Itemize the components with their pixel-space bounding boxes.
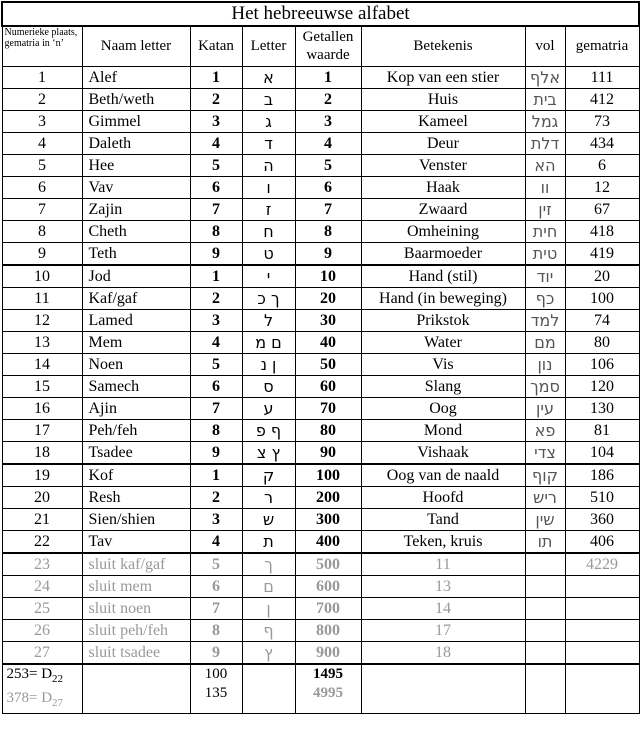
cell-gematria: 120: [565, 375, 639, 397]
cell-value: 4: [295, 132, 361, 154]
table-row: [2, 375, 639, 397]
cell-gematria: 81: [565, 419, 639, 441]
table-row: [2, 265, 639, 288]
cell-katan: 8: [190, 220, 242, 242]
cell-meaning: Oog van de naald: [361, 464, 525, 487]
cell-meaning: Haak: [361, 176, 525, 198]
cell-katan: 9: [190, 641, 242, 664]
cell-n: 24: [2, 575, 82, 597]
table-row: [2, 220, 639, 242]
cell-gematria: [565, 619, 639, 641]
cell-n: 19: [2, 464, 82, 487]
cell-full: הא: [525, 154, 565, 176]
cell-name: Tav: [82, 530, 190, 553]
cell-full: מם: [525, 331, 565, 353]
cell-value: 50: [295, 353, 361, 375]
cell-n: 3: [2, 110, 82, 132]
cell-name: Jod: [82, 265, 190, 288]
cell-name: Hee: [82, 154, 190, 176]
cell-katan: 2: [190, 287, 242, 309]
cell-full: [525, 619, 565, 641]
cell-katan: 4: [190, 530, 242, 553]
header-name: Naam letter: [82, 26, 190, 66]
cell-n: 1: [2, 66, 82, 88]
table-row: [2, 66, 639, 88]
summary-name: [82, 664, 190, 714]
cell-n: 26: [2, 619, 82, 641]
cell-n: 20: [2, 486, 82, 508]
cell-value: 3: [295, 110, 361, 132]
cell-letter: ך כ: [242, 287, 295, 309]
cell-value: 700: [295, 597, 361, 619]
cell-value: 80: [295, 419, 361, 441]
cell-meaning: Kop van een stier: [361, 66, 525, 88]
cell-name: Alef: [82, 66, 190, 88]
cell-katan: 7: [190, 397, 242, 419]
cell-letter: ץ: [242, 641, 295, 664]
cell-meaning: Tand: [361, 508, 525, 530]
cell-gematria: 67: [565, 198, 639, 220]
cell-value: 2: [295, 88, 361, 110]
cell-value: 90: [295, 441, 361, 464]
cell-meaning: 17: [361, 619, 525, 641]
cell-value: 8: [295, 220, 361, 242]
cell-katan: 3: [190, 110, 242, 132]
cell-value: 500: [295, 553, 361, 576]
cell-full: סמך: [525, 375, 565, 397]
cell-letter: ר: [242, 486, 295, 508]
cell-full: צדי: [525, 441, 565, 464]
cell-name: Mem: [82, 331, 190, 353]
cell-value: 400: [295, 530, 361, 553]
table-row: [2, 198, 639, 220]
cell-katan: 6: [190, 575, 242, 597]
cell-value: 200: [295, 486, 361, 508]
cell-value: 100: [295, 464, 361, 487]
cell-letter: ן: [242, 597, 295, 619]
cell-full: טית: [525, 242, 565, 265]
cell-full: קוף: [525, 464, 565, 487]
alphabet-table: [1, 1, 640, 714]
cell-gematria: 12: [565, 176, 639, 198]
cell-meaning: Omheining: [361, 220, 525, 242]
cell-name: sluit mem: [82, 575, 190, 597]
cell-value: 5: [295, 154, 361, 176]
cell-n: 25: [2, 597, 82, 619]
summary-value: 1495 4995: [295, 664, 361, 714]
header-value: Getallen waarde: [295, 26, 361, 66]
cell-name: Samech: [82, 375, 190, 397]
header-meaning: Betekenis: [361, 26, 525, 66]
cell-katan: 4: [190, 331, 242, 353]
cell-gematria: 80: [565, 331, 639, 353]
cell-katan: 6: [190, 176, 242, 198]
cell-letter: ו: [242, 176, 295, 198]
cell-full: [525, 575, 565, 597]
cell-gematria: 130: [565, 397, 639, 419]
cell-meaning: Venster: [361, 154, 525, 176]
cell-katan: 8: [190, 419, 242, 441]
cell-full: נון: [525, 353, 565, 375]
cell-meaning: Prikstok: [361, 309, 525, 331]
cell-name: sluit tsadee: [82, 641, 190, 664]
cell-meaning: 13: [361, 575, 525, 597]
cell-katan: 2: [190, 486, 242, 508]
cell-meaning: Huis: [361, 88, 525, 110]
cell-n: 10: [2, 265, 82, 288]
summary-label: $253= D_{22}$ $378= D_{27}$: [2, 664, 82, 714]
table-row: [2, 242, 639, 265]
cell-value: 600: [295, 575, 361, 597]
table-row: [2, 530, 639, 553]
cell-full: פא: [525, 419, 565, 441]
cell-n: 15: [2, 375, 82, 397]
cell-letter: ח: [242, 220, 295, 242]
cell-katan: 9: [190, 441, 242, 464]
table-row: [2, 619, 639, 641]
cell-gematria: 73: [565, 110, 639, 132]
cell-value: 60: [295, 375, 361, 397]
cell-letter: ה: [242, 154, 295, 176]
table-row: [2, 331, 639, 353]
cell-gematria: 434: [565, 132, 639, 154]
cell-gematria: 111: [565, 66, 639, 88]
cell-value: 7: [295, 198, 361, 220]
cell-name: Vav: [82, 176, 190, 198]
cell-name: Beth/weth: [82, 88, 190, 110]
cell-gematria: 100: [565, 287, 639, 309]
cell-name: Sien/shien: [82, 508, 190, 530]
cell-full: תו: [525, 530, 565, 553]
summary-meaning: [361, 664, 525, 714]
cell-meaning: Zwaard: [361, 198, 525, 220]
cell-meaning: Oog: [361, 397, 525, 419]
cell-letter: א: [242, 66, 295, 88]
cell-value: 900: [295, 641, 361, 664]
cell-value: 20: [295, 287, 361, 309]
cell-katan: 7: [190, 597, 242, 619]
table-row: [2, 88, 639, 110]
table-row: [2, 110, 639, 132]
cell-value: 800: [295, 619, 361, 641]
cell-letter: ק: [242, 464, 295, 487]
cell-gematria: 510: [565, 486, 639, 508]
cell-full: גמל: [525, 110, 565, 132]
cell-meaning: Kameel: [361, 110, 525, 132]
cell-katan: 1: [190, 265, 242, 288]
cell-katan: 3: [190, 508, 242, 530]
cell-n: 7: [2, 198, 82, 220]
cell-meaning: 18: [361, 641, 525, 664]
cell-meaning: Teken, kruis: [361, 530, 525, 553]
cell-name: Peh/feh: [82, 419, 190, 441]
cell-gematria: 360: [565, 508, 639, 530]
cell-katan: 9: [190, 242, 242, 265]
cell-meaning: Water: [361, 331, 525, 353]
cell-letter: ט: [242, 242, 295, 265]
cell-full: אלף: [525, 66, 565, 88]
cell-katan: 6: [190, 375, 242, 397]
cell-full: בית: [525, 88, 565, 110]
cell-gematria: 419: [565, 242, 639, 265]
cell-katan: 1: [190, 66, 242, 88]
cell-value: 1: [295, 66, 361, 88]
table-title: Het hebreeuwse alfabet: [2, 2, 639, 26]
cell-name: Tsadee: [82, 441, 190, 464]
cell-letter: ך: [242, 553, 295, 576]
cell-name: sluit peh/feh: [82, 619, 190, 641]
cell-katan: 4: [190, 132, 242, 154]
table-row: [2, 486, 639, 508]
cell-value: 70: [295, 397, 361, 419]
cell-full: [525, 597, 565, 619]
cell-n: 2: [2, 88, 82, 110]
table-row: [2, 154, 639, 176]
cell-n: 8: [2, 220, 82, 242]
cell-meaning: Hand (in beweging): [361, 287, 525, 309]
cell-full: דלת: [525, 132, 565, 154]
cell-letter: ג: [242, 110, 295, 132]
cell-letter: ס: [242, 375, 295, 397]
cell-letter: ב: [242, 88, 295, 110]
cell-letter: ד: [242, 132, 295, 154]
table-row: [2, 575, 639, 597]
cell-meaning: Hoofd: [361, 486, 525, 508]
cell-letter: ם מ: [242, 331, 295, 353]
cell-full: [525, 553, 565, 576]
cell-letter: ל: [242, 309, 295, 331]
cell-katan: 5: [190, 154, 242, 176]
table-row: [2, 132, 639, 154]
cell-gematria: 6: [565, 154, 639, 176]
cell-full: כף: [525, 287, 565, 309]
cell-full: למד: [525, 309, 565, 331]
table-row: [2, 309, 639, 331]
cell-n: 11: [2, 287, 82, 309]
cell-n: 18: [2, 441, 82, 464]
summary-katan: 100 135: [190, 664, 242, 714]
summary-full: [525, 664, 565, 714]
summary-gematria: [565, 664, 639, 714]
cell-n: 16: [2, 397, 82, 419]
cell-name: Noen: [82, 353, 190, 375]
cell-full: שין: [525, 508, 565, 530]
cell-letter: ע: [242, 397, 295, 419]
cell-name: Gimmel: [82, 110, 190, 132]
cell-meaning: Vishaak: [361, 441, 525, 464]
cell-gematria: 20: [565, 265, 639, 288]
cell-meaning: Deur: [361, 132, 525, 154]
table-row: [2, 553, 639, 576]
cell-meaning: Slang: [361, 375, 525, 397]
cell-full: ריש: [525, 486, 565, 508]
cell-name: sluit kaf/gaf: [82, 553, 190, 576]
cell-meaning: Hand (stil): [361, 265, 525, 288]
header-letter: Letter: [242, 26, 295, 66]
cell-letter: ם: [242, 575, 295, 597]
table-row: [2, 397, 639, 419]
table-row: [2, 353, 639, 375]
cell-gematria: 406: [565, 530, 639, 553]
cell-meaning: 14: [361, 597, 525, 619]
table-row: [2, 176, 639, 198]
cell-katan: 1: [190, 464, 242, 487]
table-row: [2, 464, 639, 487]
cell-letter: ץ צ: [242, 441, 295, 464]
cell-full: זין: [525, 198, 565, 220]
cell-gematria: 74: [565, 309, 639, 331]
cell-name: Kaf/gaf: [82, 287, 190, 309]
cell-value: 30: [295, 309, 361, 331]
cell-gematria: 4229: [565, 553, 639, 576]
cell-name: Lamed: [82, 309, 190, 331]
cell-n: 12: [2, 309, 82, 331]
table-row: [2, 508, 639, 530]
cell-katan: 3: [190, 309, 242, 331]
cell-name: Daleth: [82, 132, 190, 154]
cell-meaning: Mond: [361, 419, 525, 441]
cell-name: sluit noen: [82, 597, 190, 619]
cell-value: 9: [295, 242, 361, 265]
cell-gematria: 104: [565, 441, 639, 464]
table-row: [2, 419, 639, 441]
cell-letter: ש: [242, 508, 295, 530]
cell-letter: י: [242, 265, 295, 288]
cell-name: Teth: [82, 242, 190, 265]
cell-n: 4: [2, 132, 82, 154]
cell-gematria: 412: [565, 88, 639, 110]
cell-meaning: Vis: [361, 353, 525, 375]
cell-letter: ף: [242, 619, 295, 641]
cell-full: [525, 641, 565, 664]
table-row: [2, 287, 639, 309]
cell-gematria: [565, 597, 639, 619]
cell-meaning: Baarmoeder: [361, 242, 525, 265]
cell-katan: 5: [190, 553, 242, 576]
cell-full: יוד: [525, 265, 565, 288]
cell-letter: ז: [242, 198, 295, 220]
cell-full: וו: [525, 176, 565, 198]
cell-n: 23: [2, 553, 82, 576]
summary-letter: [242, 664, 295, 714]
cell-value: 300: [295, 508, 361, 530]
cell-name: Zajin: [82, 198, 190, 220]
cell-value: 40: [295, 331, 361, 353]
cell-n: 13: [2, 331, 82, 353]
cell-gematria: [565, 575, 639, 597]
header-full: vol: [525, 26, 565, 66]
cell-gematria: 418: [565, 220, 639, 242]
cell-katan: 8: [190, 619, 242, 641]
cell-n: 21: [2, 508, 82, 530]
header-position: Numerieke plaats, gematria in ‘n’: [2, 26, 82, 66]
cell-katan: 7: [190, 198, 242, 220]
cell-n: 22: [2, 530, 82, 553]
cell-value: 6: [295, 176, 361, 198]
cell-letter: ף פ: [242, 419, 295, 441]
cell-full: עין: [525, 397, 565, 419]
cell-n: 6: [2, 176, 82, 198]
header-gematria: gematria: [565, 26, 639, 66]
cell-n: 9: [2, 242, 82, 265]
cell-meaning: 11: [361, 553, 525, 576]
cell-n: 14: [2, 353, 82, 375]
cell-n: 17: [2, 419, 82, 441]
cell-gematria: 106: [565, 353, 639, 375]
cell-name: Kof: [82, 464, 190, 487]
cell-katan: 5: [190, 353, 242, 375]
cell-gematria: [565, 641, 639, 664]
cell-name: Resh: [82, 486, 190, 508]
table-row: [2, 441, 639, 464]
table-row: [2, 597, 639, 619]
cell-name: Ajin: [82, 397, 190, 419]
table-row: [2, 641, 639, 664]
cell-gematria: 186: [565, 464, 639, 487]
cell-full: חית: [525, 220, 565, 242]
cell-letter: ן נ: [242, 353, 295, 375]
header-katan: Katan: [190, 26, 242, 66]
cell-name: Cheth: [82, 220, 190, 242]
cell-letter: ת: [242, 530, 295, 553]
cell-katan: 2: [190, 88, 242, 110]
summary-row: [2, 664, 639, 714]
cell-value: 10: [295, 265, 361, 288]
cell-n: 5: [2, 154, 82, 176]
cell-n: 27: [2, 641, 82, 664]
